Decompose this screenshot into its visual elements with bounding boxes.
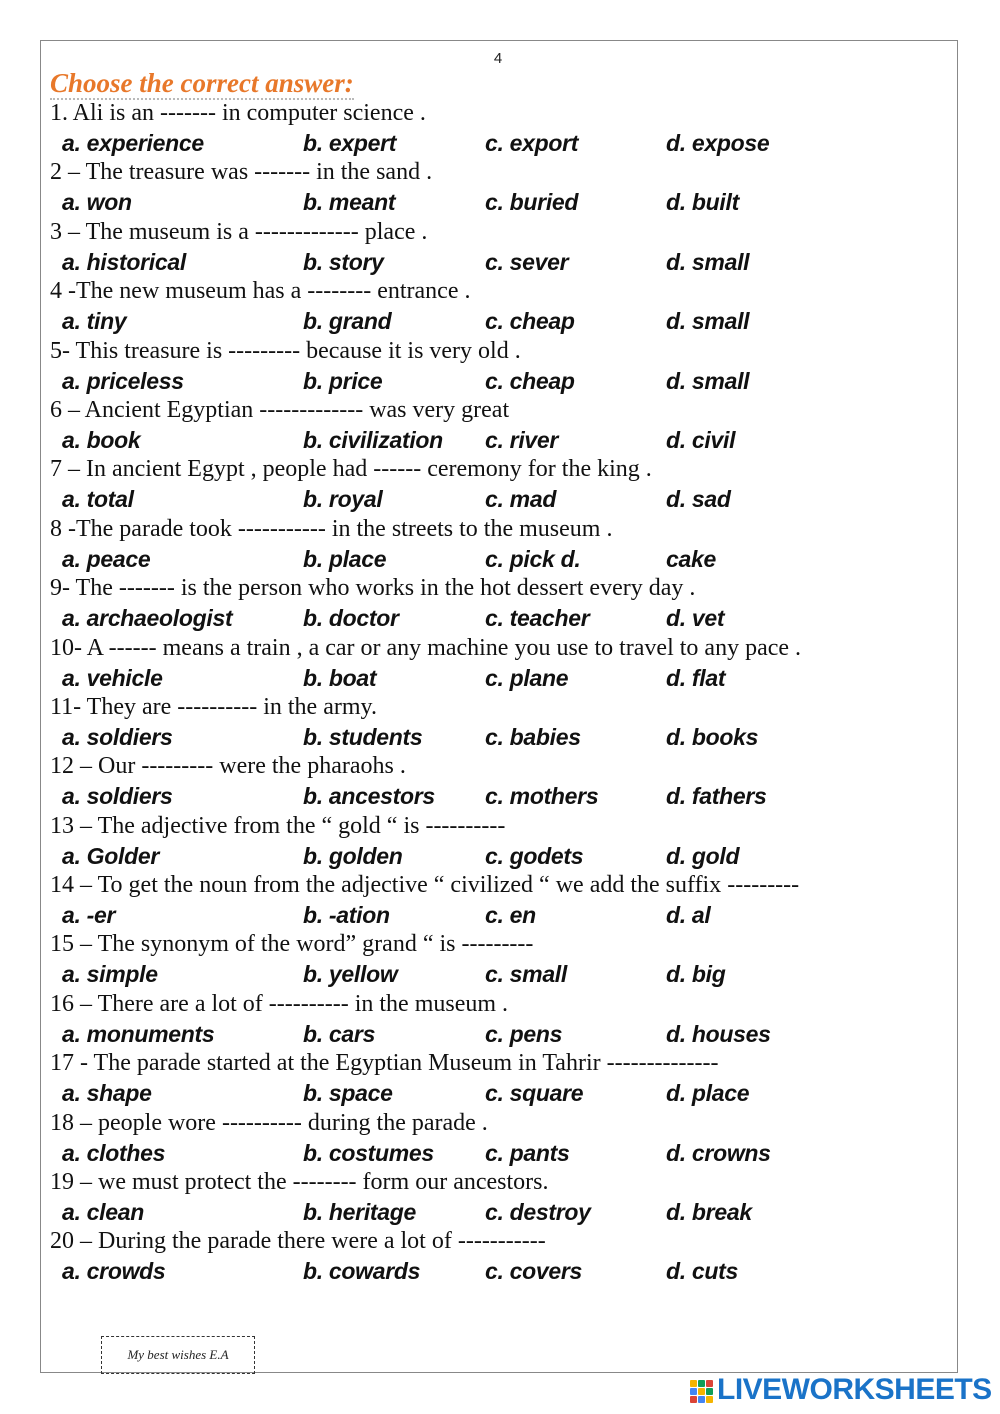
answer-option-a[interactable]: a. won [62, 189, 132, 216]
question-item [50, 929, 950, 988]
question-item [50, 395, 950, 454]
answer-option-a[interactable]: a. priceless [62, 367, 184, 394]
answer-option-c[interactable]: c. destroy [485, 1199, 591, 1226]
question-item [50, 217, 950, 276]
answer-option-b[interactable]: b. boat [303, 664, 377, 691]
answer-option-c[interactable]: c. export [485, 130, 579, 156]
answer-option-a[interactable]: a. monuments [62, 1020, 215, 1047]
question-stem: 13 – The adjective from the “ gold “ is ---------- [50, 812, 506, 839]
question-item [50, 1226, 950, 1285]
answer-options [50, 842, 950, 870]
answer-options [50, 604, 950, 632]
answer-option-a[interactable]: a. clean [62, 1199, 144, 1226]
answer-option-d[interactable]: d. vet [666, 605, 725, 632]
answer-option-b[interactable]: b. space [303, 1080, 393, 1107]
question-item [50, 514, 950, 573]
answer-option-d[interactable]: d. flat [666, 664, 726, 691]
answer-option-c[interactable]: c. godets [485, 842, 584, 869]
answer-option-b[interactable]: b. heritage [303, 1199, 417, 1226]
answer-option-a[interactable]: a. archaeologist [62, 605, 233, 632]
answer-option-c[interactable]: c. cheap [485, 308, 575, 335]
worksheet-heading: Choose the correct answer: [50, 68, 354, 98]
answer-option-b[interactable]: b. yellow [303, 961, 398, 988]
answer-option-b[interactable]: b. golden [303, 842, 403, 869]
answer-options [50, 545, 950, 573]
answer-option-a[interactable]: a. soldiers [62, 723, 173, 750]
answer-options [50, 1079, 950, 1107]
question-item [50, 157, 950, 216]
question-stem: 5- This treasure is --------- because it is very old . [50, 337, 521, 364]
question-item [50, 811, 950, 870]
answer-option-a[interactable]: a. shape [62, 1080, 152, 1107]
question-item [50, 1167, 950, 1226]
page-number: 4 [493, 50, 503, 67]
question-stem: 20 – During the parade there were a lot of ----------- [50, 1228, 546, 1255]
question-item [50, 336, 950, 395]
answer-option-c[interactable]: c. babies [485, 723, 581, 750]
answer-option-b[interactable]: b. price [303, 367, 383, 394]
answer-option-a[interactable]: a. simple [62, 961, 158, 988]
answer-option-d[interactable]: d. small [666, 308, 750, 335]
answer-options [50, 367, 950, 395]
answer-option-c[interactable]: c. mothers [485, 783, 599, 810]
answer-option-a[interactable]: a. crowds [62, 1258, 166, 1285]
answer-option-a[interactable]: a. book [62, 426, 141, 453]
answer-option-d[interactable]: d. houses [666, 1020, 771, 1047]
answer-options [50, 1020, 950, 1048]
liveworksheets-logo-icon [690, 1377, 714, 1403]
answer-options [50, 248, 950, 276]
signature-box [101, 1336, 255, 1374]
answer-options [50, 782, 950, 810]
question-item [50, 1048, 950, 1107]
answer-option-d[interactable]: d. crowns [666, 1139, 771, 1166]
answer-option-d[interactable]: cake [666, 545, 716, 572]
question-stem: 8 -The parade took ----------- in the streets to the museum . [50, 515, 613, 542]
question-stem: 4 -The new museum has a -------- entrance . [50, 278, 471, 305]
answer-option-a[interactable]: a. historical [62, 248, 186, 275]
answer-option-d[interactable]: d. sad [666, 486, 731, 513]
answer-option-b[interactable]: b. cowards [303, 1258, 421, 1285]
question-stem: 14 – To get the noun from the adjective “ civilized “ we add the suffix --------- [50, 872, 800, 899]
answer-option-b[interactable]: b. place [303, 545, 387, 572]
question-item [50, 692, 950, 751]
answer-option-c[interactable]: c. covers [485, 1258, 583, 1285]
answer-option-d[interactable]: d. place [666, 1080, 750, 1107]
answer-option-c[interactable]: c. pick d. [485, 545, 581, 572]
answer-option-a[interactable]: a. -er [62, 902, 116, 929]
question-item [50, 454, 950, 513]
answer-option-d[interactable]: d. big [666, 961, 726, 988]
answer-options [50, 129, 950, 157]
answer-option-c[interactable]: c. pants [485, 1139, 570, 1166]
answer-options [50, 1139, 950, 1167]
answer-options [50, 664, 950, 692]
answer-option-b[interactable]: b. royal [303, 486, 383, 513]
question-item [50, 751, 950, 810]
answer-option-c[interactable]: c. cheap [485, 367, 575, 394]
liveworksheets-logo-text: LIVEWORKSHEETS [717, 1373, 992, 1406]
answer-options [50, 901, 950, 929]
question-stem: 9- The ------- is the person who works in the hot dessert every day . [50, 575, 696, 602]
answer-option-d[interactable]: d. expose [666, 130, 770, 156]
answer-option-c[interactable]: c. square [485, 1080, 584, 1107]
question-stem: 2 – The treasure was ------- in the sand . [50, 159, 433, 186]
question-item [50, 633, 950, 692]
question-item [50, 1108, 950, 1167]
answer-option-d[interactable]: d. small [666, 367, 750, 394]
question-stem: 12 – Our --------- were the pharaohs . [50, 753, 406, 780]
signature-text: My best wishes E.A [127, 1347, 229, 1362]
question-list [50, 98, 950, 1286]
answer-options [50, 426, 950, 454]
answer-options [50, 960, 950, 988]
answer-option-a[interactable]: a. peace [62, 545, 151, 572]
answer-options [50, 1257, 950, 1285]
answer-option-b[interactable]: b. expert [303, 130, 397, 156]
answer-option-c[interactable]: c. buried [485, 189, 579, 216]
answer-option-c[interactable]: c. sever [485, 248, 569, 275]
answer-options [50, 485, 950, 513]
question-item [50, 870, 950, 929]
answer-option-b[interactable]: b. -ation [303, 902, 390, 929]
answer-options [50, 307, 950, 335]
answer-option-a[interactable]: a. Golder [62, 842, 159, 869]
answer-option-b[interactable]: b. costumes [303, 1139, 434, 1166]
answer-option-d[interactable]: d. books [666, 723, 759, 750]
answer-option-d[interactable]: d. break [666, 1199, 752, 1226]
question-stem: 15 – The synonym of the word” grand “ is --------- [50, 931, 534, 958]
answer-option-d[interactable]: d. al [666, 902, 711, 929]
question-stem: 10- A ------ means a train , a car or any machine you use to travel to any pace . [50, 634, 802, 661]
answer-option-a[interactable]: a. clothes [62, 1139, 166, 1166]
question-stem: 18 – people wore ---------- during the parade . [50, 1109, 488, 1136]
question-item [50, 989, 950, 1048]
question-stem: 11- They are ---------- in the army. [50, 693, 377, 720]
answer-option-c[interactable]: c. pens [485, 1020, 563, 1047]
answer-option-d[interactable]: d. civil [666, 426, 736, 453]
answer-option-b[interactable]: b. doctor [303, 605, 399, 632]
answer-option-c[interactable]: c. river [485, 426, 559, 453]
answer-option-d[interactable]: d. built [666, 189, 739, 216]
answer-option-b[interactable]: b. civilization [303, 426, 443, 453]
answer-option-b[interactable]: b. cars [303, 1020, 376, 1047]
answer-option-a[interactable]: a. total [62, 486, 134, 513]
question-stem: 1. Ali is an ------- in computer science . [50, 100, 426, 126]
answer-options [50, 1198, 950, 1226]
answer-option-c[interactable]: c. small [485, 961, 567, 988]
answer-option-a[interactable]: a. soldiers [62, 783, 173, 810]
question-item [50, 98, 950, 157]
answer-option-c[interactable]: c. en [485, 902, 536, 929]
answer-option-c[interactable]: c. plane [485, 664, 569, 691]
question-stem: 17 - The parade started at the Egyptian Museum in Tahrir -------------- [50, 1050, 719, 1077]
answer-option-d[interactable]: d. gold [666, 842, 740, 869]
answer-option-a[interactable]: a. vehicle [62, 664, 163, 691]
question-stem: 3 – The museum is a ------------- place . [50, 218, 428, 245]
answer-option-b[interactable]: b. ancestors [303, 783, 435, 810]
answer-option-d[interactable]: d. cuts [666, 1258, 739, 1285]
answer-options [50, 188, 950, 216]
question-item [50, 573, 950, 632]
answer-option-a[interactable]: a. tiny [62, 308, 127, 335]
question-stem: 6 – Ancient Egyptian ------------- was very great [50, 396, 510, 423]
liveworksheets-logo[interactable] [690, 1373, 992, 1407]
question-stem: 16 – There are a lot of ---------- in the museum . [50, 990, 509, 1017]
answer-option-b[interactable]: b. meant [303, 189, 396, 216]
answer-option-b[interactable]: b. grand [303, 308, 392, 335]
question-stem: 7 – In ancient Egypt , people had ------ ceremony for the king . [50, 456, 652, 483]
question-item [50, 276, 950, 335]
answer-options [50, 723, 950, 751]
answer-option-b[interactable]: b. students [303, 723, 423, 750]
answer-option-d[interactable]: d. small [666, 248, 750, 275]
answer-option-b[interactable]: b. story [303, 248, 384, 275]
answer-option-a[interactable]: a. experience [62, 130, 204, 156]
answer-option-d[interactable]: d. fathers [666, 783, 767, 810]
answer-option-c[interactable]: c. teacher [485, 605, 590, 632]
question-stem: 19 – we must protect the -------- form our ancestors. [50, 1169, 549, 1196]
answer-option-c[interactable]: c. mad [485, 486, 557, 513]
